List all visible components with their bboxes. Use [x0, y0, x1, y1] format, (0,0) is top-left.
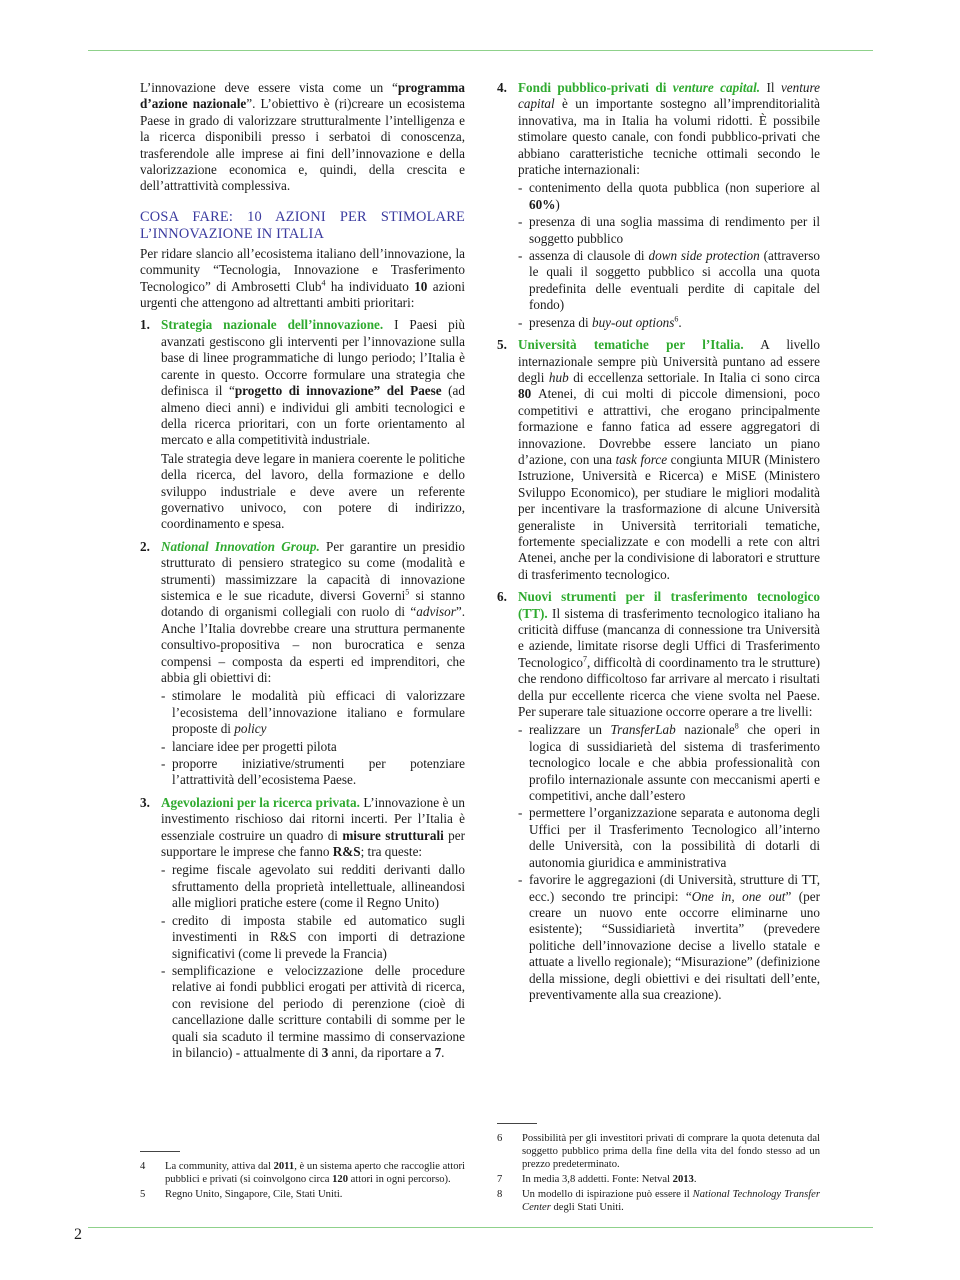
section-heading: COSA FARE: 10 AZIONI PER STIMOLARE L’INNOVAZIONE IN ITALIA: [140, 208, 465, 242]
bullet-list: [161, 688, 465, 788]
action-item-1: 1. Strategia nazionale dell’innovazione. I Paesi più avanzati gestiscono gli interventi per l’innovazione sulla base di linee programmatiche di lungo periodo; l’Italia è carente in questo. Occorre formulare una strategia che definisca il “progetto di innovazione” del Paese (ad almeno dieci anni) e individui gli ambiti tecnologici e della ricerca prioritari, con un forte orientamento al mercato e alla competitività industriale. Tale strategia deve legare in maniera coerente le politiche della ricerca, del lavoro, della formazione e dello sviluppo industriale e deve avere un referente governativo univoco, con potere di indirizzo, coordinamento e spesa.: [140, 317, 466, 532]
item-title: National Innovation Group.: [161, 538, 320, 554]
list-item: - lanciare idee per progetti pilota: [161, 739, 465, 755]
bottom-rule: [88, 1227, 873, 1228]
list-item: - stimolare le modalità più efficaci di valorizzare l’ecosistema dell’innovazione italiano e formulare proposte di policy: [161, 688, 465, 737]
top-rule: [88, 50, 873, 51]
action-item-6: 6. Nuovi strumenti per il trasferimento tecnologico (TT). Il sistema di trasferimento tecnologico italiano ha criticità diffuse (mancanza di connessione tra Università e aziende, limitate risorse degli Uffici di Trasferimento Tecnologico$^7$, difficoltà di coordinamento tra le strutture) che rendono difficoltoso far arrivare al mercato i risultati della pur eccellente ricerca che viene svolta nel Paese. Per superare tale situazione occorre operare a tre livelli: - realizzare un TransferLab nazionale$^8$ che operi in logica di sussidiarietà del sistema di trasferimento tecnologico locale e che abbia professionalità con profilo internazionale assunte con meccanismi aperti e competitivi, anche dall’estero - permettere l’organizzazione separata e autonoma degli Uffici per il Trasferimento Tecnologico all’interno delle Università, con la possibilità di dotarli di autonomia giuridica e amministrativa - favorire le aggregazioni (di Università, strutture di TT, ecc.) secondo tre principi: “One in, one out” (per creare un nuovo ente occorre eliminarne uno esistente); “Sussidiarietà invertita” (prevedere politiche dell’innovazione decise a livello statale e attuate a livello regionale); “Misurazione” (definizione della missione, degli obiettivi e dei risultati dell’ente, preventivamente alla sua creazione).: [497, 589, 820, 1003]
list-item: - presenza di buy-out options$^6$.: [518, 315, 820, 331]
intro-paragraph: L’innovazione deve essere vista come un “programma d’azione nazionale”. L’obiettivo è (ri)creare un ecosistema Paese in grado di valorizzare strutturalmente l’intelligenza e la ricerca disponibili presso i serbatoi di conoscenza, trasferendole alle imprese ai fini dell’innovazione e della valorizzazione economica e, quindi, della crescita e dell’attrattività complessiva.: [140, 80, 465, 194]
list-item: - presenza di una soglia massima di rendimento per il soggetto pubblico: [518, 214, 820, 247]
footnote-7: 7 In media 3,8 addetti. Fonte: Netval 2013.: [497, 1174, 697, 1185]
item-title: Fondi pubblico-privati di venture capital.: [518, 80, 761, 95]
list-item: - proporre iniziative/strumenti per potenziare l’attrattività dell’ecosistema Paese.: [161, 756, 465, 789]
action-item-3: 3. Agevolazioni per la ricerca privata. L’innovazione è un investimento rischioso dai ritorni incerti. Per l’Italia è essenziale costruire un quadro di misure strutturali per supportare le imprese che fanno R&S; tra queste: - regime fiscale agevolato sui redditi derivanti dallo sfruttamento della proprietà intellettuale, allineandosi alle migliori pratiche estere (come il Regno Unito) - credito di imposta stabile ed automatico sugli investimenti in R&S con importi di detrazione significativi (come li prevede la Francia) - semplificazione e velocizzazione delle procedure relative ai fondi pubblici erogati per attività di ricerca, con revisione del periodo di perenzione (cioè di cancellazione dalle scritture contabili di somme per le quali sia scaduto il termine massimo di conservazione in bilancio) - attualmente di 3 anni, da riportare a 7.: [140, 795, 465, 1062]
item-title: Agevolazioni per la ricerca privata.: [161, 794, 360, 810]
item-title: Strategia nazionale dell’innovazione.: [161, 317, 384, 333]
right-column: [497, 80, 820, 1009]
list-item: - credito di imposta stabile ed automatico sugli investimenti in R&S con importi di detrazione significativi (come li prevede la Francia): [161, 913, 465, 962]
action-item-4: 4. Fondi pubblico-privati di venture capital. Il venture capital è un importante sostegno all’imprenditorialità innovativa, ma in Italia ha volumi ridotti. È possibile stimolare questo canale, con fondi pubblico-privati che abbiano caratteristiche tecniche ottimali secondo le pratiche internazionali: - contenimento della quota pubblica (non superiore al 60%) - presenza di una soglia massima di rendimento per il soggetto pubblico - assenza di clausole di down side protection (attraverso le quali il soggetto pubblico si accolla una quota predefinita delle eventuali perdite di capitale del fondo) - presenza di buy-out options$^6$.: [497, 80, 820, 331]
bullet-list: [518, 722, 820, 1003]
footnote-4: 4 La community, attiva dal 2011, è un sistema aperto che raccoglie attori pubblici e privati (si coinvolgono circa 120 attori in ogni percorso).: [140, 1161, 465, 1185]
list-item: - permettere l’organizzazione separata e autonoma degli Uffici per il Trasferimento Tecnologico all’interno delle Università, con la possibilità di dotarli di autonomia giuridica e amministrativa: [518, 805, 820, 871]
item-paragraph: Tale strategia deve legare in maniera coerente le politiche della ricerca, del lavoro, della formazione e dello sviluppo industriale e deve avere un referente governativo univoco, con potere di indirizzo, coordinamento e spesa.: [161, 450, 465, 532]
footnotes-left: [140, 1151, 465, 1203]
footnote-rule: [140, 1151, 180, 1152]
item-number: 5.: [497, 337, 507, 353]
list-item: - realizzare un TransferLab nazionale$^8$ che operi in logica di sussidiarietà del sistema di trasferimento tecnologico locale e che abbia professionalità con profilo internazionale assunte con meccanismi aperti e competitivi, anche dall’estero: [518, 722, 820, 804]
page-number: 2: [74, 1226, 82, 1243]
action-item-5: 5. Università tematiche per l’Italia. A livello internazionale sempre più Università puntano ad essere degli hub di eccellenza settoriale. In Italia ci sono circa 80 Atenei, di cui molti di piccole dimensioni, poco competitivi e attrattivi, che erogano principalmente formazione e fanno fatica ad essere aggregatori di innovazione. Dovrebbe essere lanciato un piano d’azione, con una task force congiunta MIUR (Ministero Istruzione, Università e Ricerca) e MiSE (Ministero Sviluppo Economico), per studiare le migliori modalità per incentivare la trasformazione di alcune Università generaliste in Università territoriali tematiche, fortemente specializzate e con modelli a rete con altri Atenei, anche per la condivisione di laboratori e strutture di trasferimento tecnologico.: [497, 337, 821, 582]
bullet-list: [518, 180, 820, 331]
list-item: - favorire le aggregazioni (di Università, strutture di TT, ecc.) secondo tre principi: “One in, one out” (per creare un nuovo ente occorre eliminarne uno esistente); “Sussidiarietà invertita” (prevedere politiche dell’innovazione decise a livello statale e attuate a livello regionale); “Misurazione” (definizione della missione, degli obiettivi e dei risultati dell’ente, preventivamente alla sua creazione).: [518, 872, 820, 1003]
lead-paragraph: Per ridare slancio all’ecosistema italiano dell’innovazione, la community “Tecnologia, Innovazione e Trasferimento Tecnologico” di Ambrosetti Club$^4$ ha individuato 10 azioni urgenti che attengono ad altrettanti ambiti prioritari:: [140, 245, 465, 311]
footnote-8: 8 Un modello di ispirazione può essere il National Technology Transfer Center degli Stati Uniti.: [497, 1189, 820, 1213]
footnote-5: 5 Regno Unito, Singapore, Cile, Stati Uniti.: [140, 1189, 343, 1200]
footnotes-right: [497, 1123, 820, 1216]
left-column: [140, 80, 465, 1067]
item-number: 6.: [497, 589, 507, 605]
list-item: - regime fiscale agevolato sui redditi derivanti dallo sfruttamento della proprietà intellettuale, allineandosi alle migliori pratiche estere (come il Regno Unito): [161, 862, 465, 911]
item-number: 2.: [140, 538, 150, 554]
list-item: - semplificazione e velocizzazione delle procedure relative ai fondi pubblici erogati per attività di ricerca, con revisione del periodo di perenzione (cioè di cancellazione dalle scritture contabili di somme per le quali sia scaduto il termine massimo di conservazione in bilancio) - attualmente di 3 anni, da riportare a 7.: [161, 963, 465, 1061]
bullet-list: [161, 862, 465, 1061]
footnote-rule: [497, 1123, 537, 1124]
item-number: 3.: [140, 794, 150, 810]
item-title: Università tematiche per l’Italia.: [518, 337, 744, 353]
list-item: - contenimento della quota pubblica (non superiore al 60%): [518, 180, 820, 213]
item-number: 4.: [497, 80, 507, 95]
item-number: 1.: [140, 317, 150, 333]
action-item-2: 2. National Innovation Group. Per garantire un presidio strutturato di pensiero strategico su come (modalità e strumenti) massimizzare la capacità di innovazione sistemica e le sue ricadute, diversi Governi$^5$ si stanno dotando di organismi collegiali con ruolo di “advisor”. Anche l’Italia dovrebbe creare una struttura permanente consultivo-propositiva – non burocratica e senza compensi – composta da esperti ed imprenditori, che abbia gli obiettivi di: - stimolare le modalità più efficaci di valorizzare l’ecosistema dell’innovazione italiano e formulare proposte di policy - lanciare idee per progetti pilota - proporre iniziative/strumenti per potenziare l’attrattività dell’ecosistema Paese.: [140, 539, 465, 789]
item-title: Nuovi strumenti per il trasferimento tecnologico (TT).: [518, 589, 820, 621]
list-item: - assenza di clausole di down side protection (attraverso le quali il soggetto pubblico si accolla una quota predefinita delle eventuali perdite di capitale del fondo): [518, 248, 820, 314]
footnote-6: 6 Possibilità per gli investitori privati di comprare la quota detenuta dal soggetto pubblico prima della fine della vita del fondo stesso ad un prezzo predeterminato.: [497, 1133, 820, 1170]
